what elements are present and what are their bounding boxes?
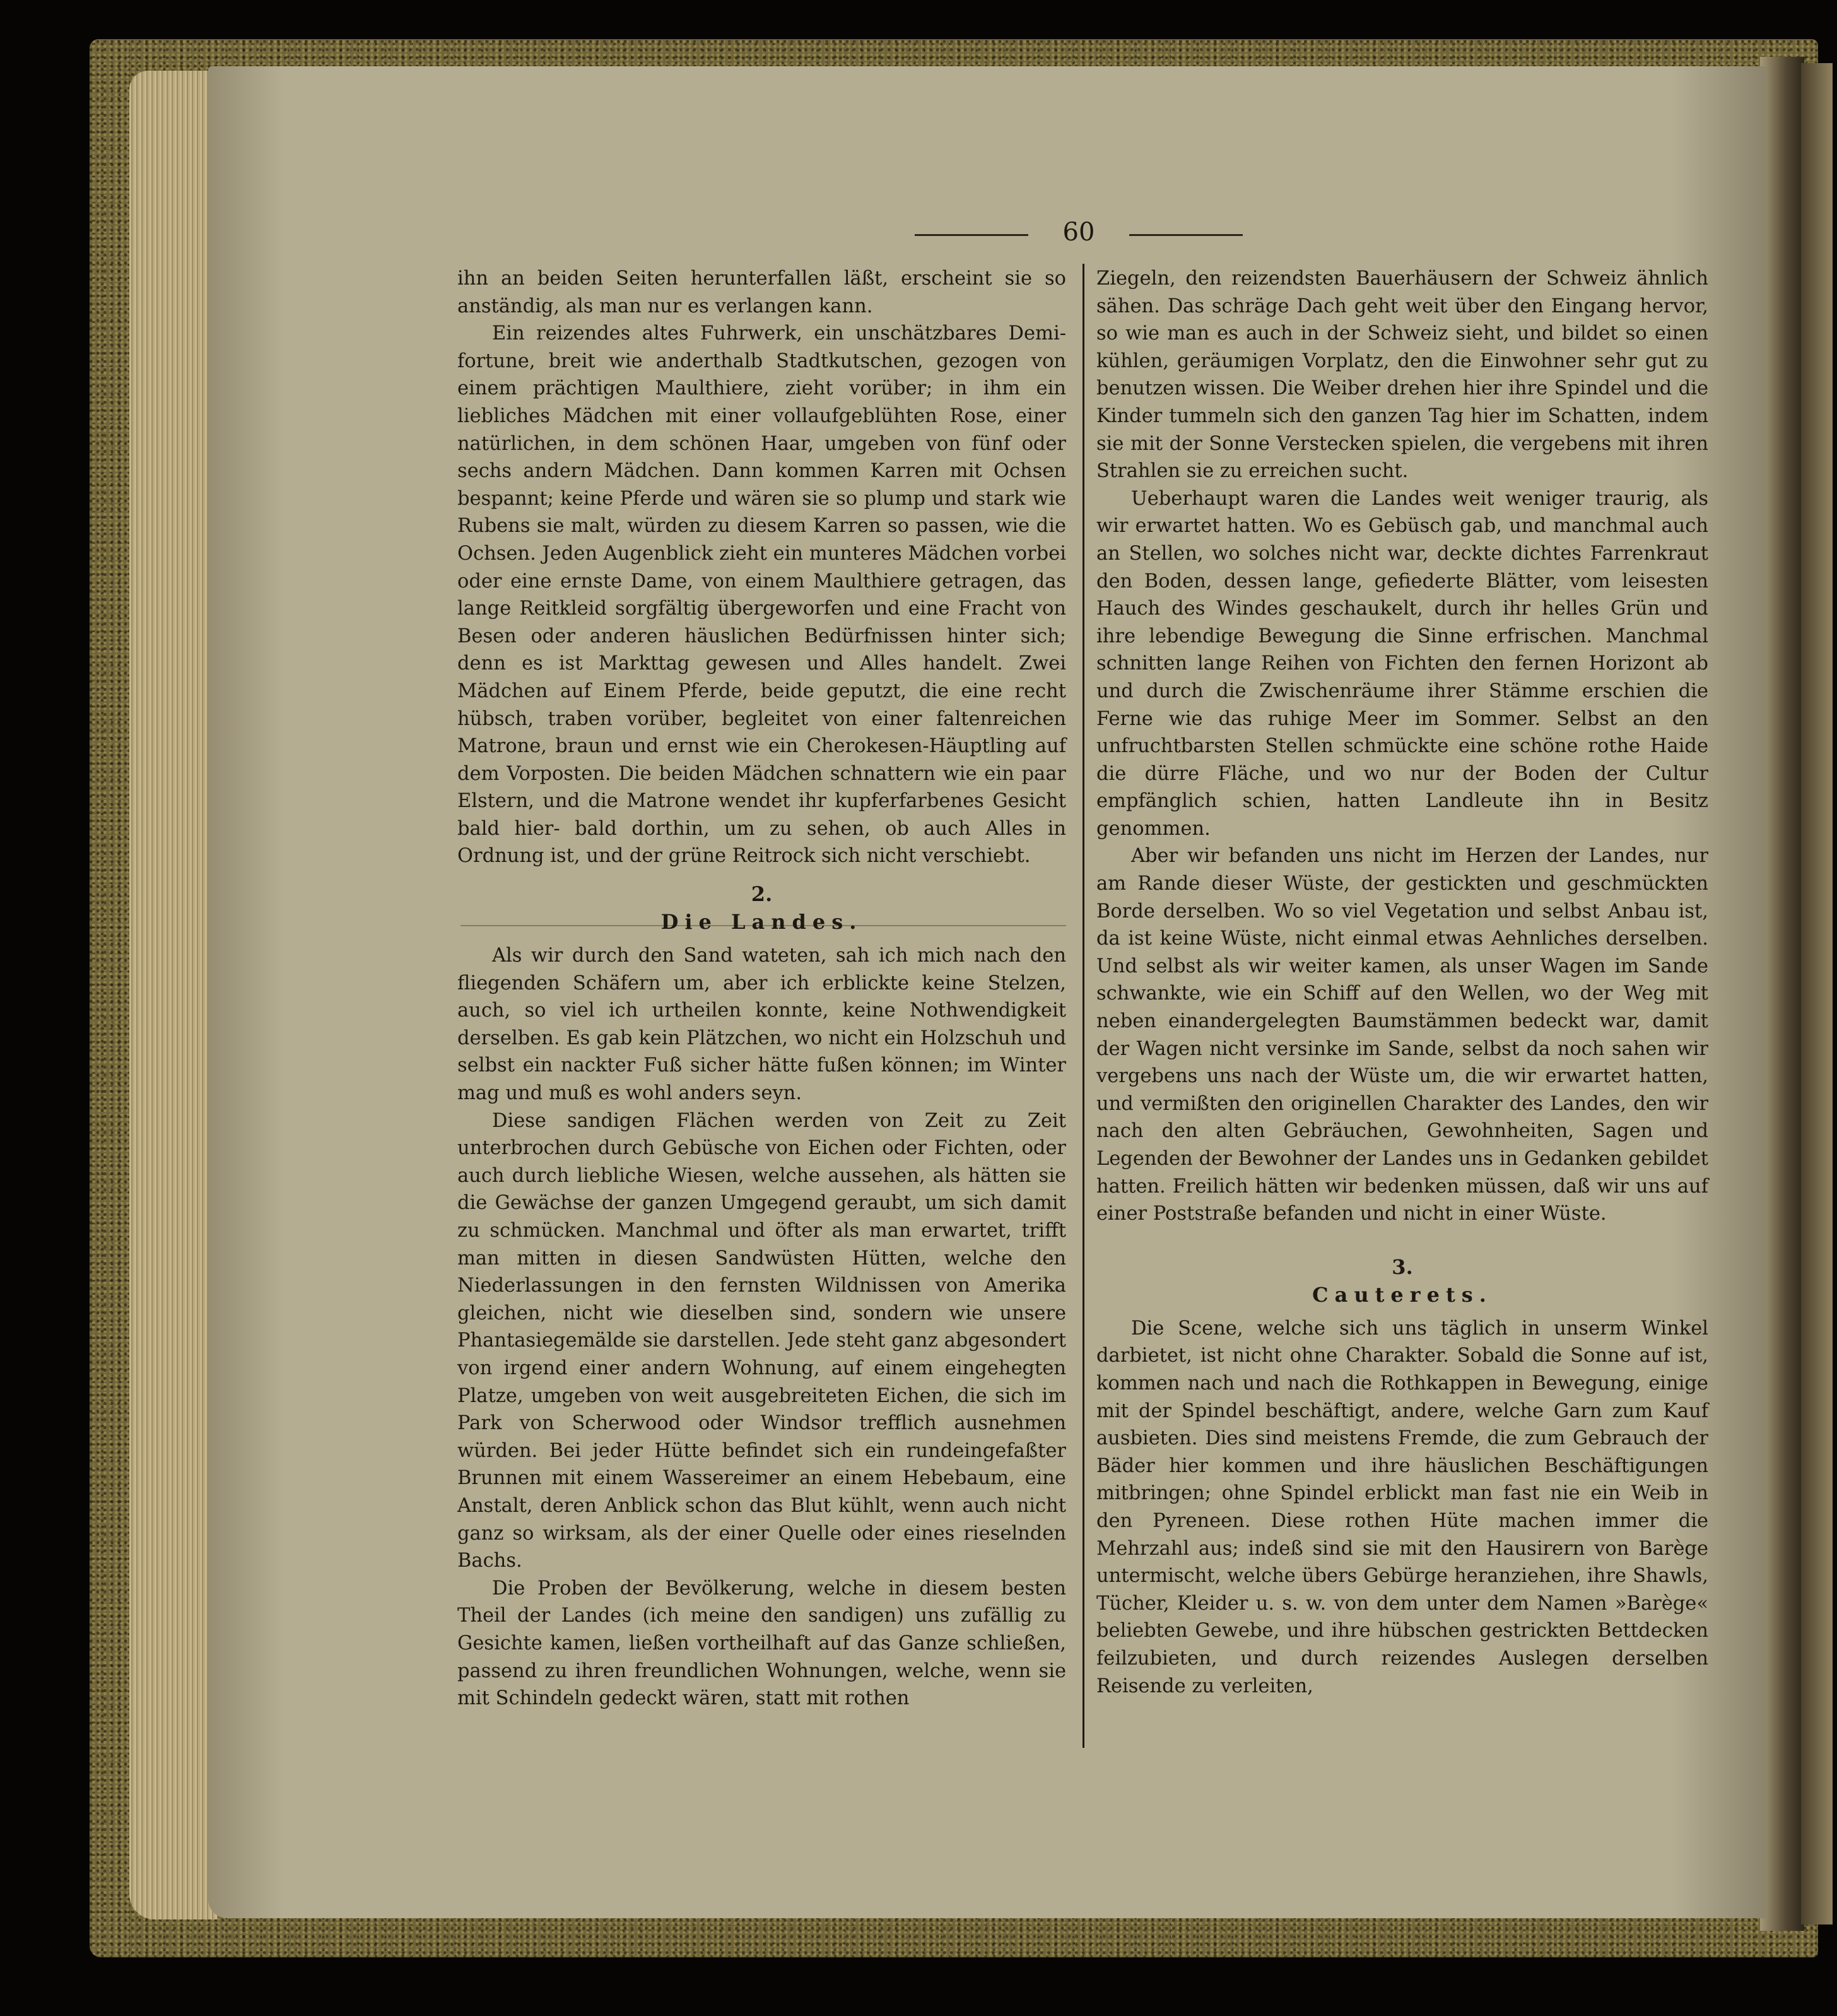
paragraph: Aber wir befanden uns nicht im Herzen der Landes, nur am Rande dieser Wüste, der gestickten und geschmückten Borde derselben. Wo so viel Vegetation und selbst Anbau ist, da ist keine Wüste, nicht einmal etwas Aehnliches derselben. Und selbst als wir weiter kamen, als unser Wagen im Sande schwankte, wie ein Schiff auf den Wellen, wo der Weg mit neben einandergelegten Baumstämmen bedeckt war, damit der Wagen nicht versinke im Sande, selbst da noch sahen wir vergebens uns nach der Wüste um, die wir erwartet hatten, und vermißten den originellen Charakter des Landes, den wir nach den alten Gebräuchen, Gewohnheiten, Sagen und Legenden der Bewohner der Landes uns in Gedanken gebildet hatten. Freilich hätten wir bedenken müssen, daß wir uns auf einer Poststraße befanden und nicht in einer Wüste. [1096, 845, 1708, 1225]
section-title: Die Landes. [660, 910, 863, 934]
header-rule-right [1129, 234, 1243, 236]
page-number: 60 [1062, 218, 1095, 247]
paragraph: Die Proben der Bevölkerung, welche in diesem besten Theil der Landes (ich meine den sandigen) uns zufällig zu Gesichte kamen, ließen vortheilhaft auf das Ganze schließen, passend zu ihren freundlichen Wohnungen, welche, wenn sie mit Schindeln gedeckt wären, statt mit rothen [457, 1577, 1066, 1710]
paragraph: Ueberhaupt waren die Landes weit weniger traurig, als wir erwartet hatten. Wo es Gebüsch gab, und manchmal auch an Stellen, wo solches nicht war, deckte dichtes Farrenkraut den Boden, dessen lange, gefiederte Blätter, vom leisesten Hauch des Windes geschaukelt, durch ihr helles Grün und ihre lebendige Bewegung die Sinne erfrischen. Manchmal schnitten lange Reihen von Fichten den fernen Horizont ab und durch die Zwischenräume ihrer Stämme erschien die Ferne wie das ruhige Meer im Sommer. Selbst an den unfruchtbarsten Stellen schmückte eine schöne rothe Haide die dürre Fläche, und wo nur der Boden der Cultur empfänglich schien, hatten Landleute ihn in Besitz genommen. [1096, 487, 1708, 840]
section-number: 2. [751, 882, 773, 907]
paragraph: Ein reizendes altes Fuhrwerk, ein unschätzbares Demi-fortune, breit wie anderthalb Stadtkutschen, gezogen von einem prächtigen Maulthiere, zieht vorüber; in ihm ein liebliches Mädchen mit einer vollaufgeblühten Rose, einer natürlichen, in dem schönen Haar, umgeben von fünf oder sechs andern Mädchen. Dann kommen Karren mit Ochsen bespannt; keine Pferde und wären sie so plump und stark wie Rubens sie malt, würden zu diesem Karren so passen, wie die Ochsen. Jeden Augenblick zieht ein munteres Mädchen vorbei oder eine ernste Dame, von einem Maulthiere getragen, das lange Reitkleid sorgfältig übergeworfen und eine Fracht von Besen oder anderen häuslichen Bedürfnissen hinter sich; denn es ist Markttag gewesen und Alles handelt. Zwei Mädchen auf Einem Pferde, beide geputzt, die eine recht hübsch, traben vorüber, begleitet von einer faltenreichen Matrone, braun und ernst wie ein Cherokesen-Häuptling auf dem Vorposten. Die beiden Mädchen schnattern wie ein paar Elstern, und die Matrone wendet ihr kupferfarbenes Gesicht bald hier- bald dorthin, um zu sehen, ob auch Alles in Ordnung ist, und der grüne Reitrock sich nicht verschiebt. [457, 322, 1066, 868]
section-number: 3. [1392, 1254, 1413, 1279]
paragraph: Als wir durch den Sand wateten, sah ich mich nach den fliegenden Schäfern um, aber ich erblickte keine Stelzen, auch, so viel ich urtheilen konnte, keine Nothwendigkeit derselben. Es gab kein Plätzchen, wo nicht ein Holzschuh und selbst ein nackter Fuß sicher hätte fußen können; im Winter mag und muß es wohl anders seyn. [457, 945, 1066, 1105]
page-edges [129, 71, 218, 1919]
paragraph: Die Scene, welche sich uns täglich in unserm Winkel darbietet, ist nicht ohne Charakter. Sobald die Sonne auf ist, kommen nach und nach die Rothkappen in Bewegung, einige mit der Spindel beschäftigt, andere, welche Garn zum Kauf ausbieten. Dies sind meistens Fremde, die zum Gebrauch der Bäder hier kommen und ihre häuslichen Beschäftigungen mitbringen; ohne Spindel erblickt man fast nie ein Weib in den Pyreneen. Diese rothen Hüte machen immer die Mehrzahl aus; indeß sind sie mit den Hausirern von Barège untermischt, welche übers Gebürge heranziehen, ihre Shawls, Tücher, Kleider u. s. w. von dem unter dem Namen »Barège« beliebten Gewebe, und ihre hübschen gestrickten Bettdecken feilzubieten, und durch reizendes Auslegen derselben Reisende zu verleiten, [1096, 1317, 1708, 1697]
book-gutter [1760, 57, 1804, 1931]
paragraph: Ziegeln, den reizendsten Bauerhäusern der Schweiz ähnlich sähen. Das schräge Dach geht weit über den Eingang hervor, so wie man es auch in der Schweiz sieht, und bildet so einen kühlen, geräumigen Vorplatz, den die Einwohner sehr gut zu benutzen wissen. Die Weiber drehen hier ihre Spindel und die Kinder tummeln sich den ganzen Tag hier im Schatten, indem sie mit der Sonne Verstecken spielen, die vergebens mit ihren Strahlen sie zu erreichen sucht. [1096, 268, 1708, 483]
paragraph: Diese sandigen Flächen werden von Zeit zu Zeit unterbrochen durch Gebüsche von Eichen oder Fichten, oder auch durch liebliche Wiesen, welche aussehen, als hätten sie die Gewächse der ganzen Umgegend geraubt, um sich damit zu schmücken. Manchmal und öfter als man erwartet, trifft man mitten in diesen Sandwüsten Hütten, welche den Niederlassungen in den fernsten Wildnissen von Amerika gleichen, nicht wie dieselben sind, sondern wie unsere Phantasiegemälde sie darstellen. Jede steht ganz abgesondert von irgend einer andern Wohnung, auf einem eingehegten Platze, umgeben von weit ausgebreiteten Eichen, die sich im Park von Scherwood oder Windsor trefflich ausnehmen würden. Bei jeder Hütte befindet sich ein rundeingefaßter Brunnen mit einem Wassereimer an einem Hebebaum, eine Anstalt, deren Anblick schon das Blut kühlt, wenn auch nicht ganz so wirksam, als der einer Quelle oder eines rieselnden Bachs. [457, 1109, 1066, 1572]
paragraph: ihn an beiden Seiten herunterfallen läßt, erscheint sie so anständig, als man nur es verlangen kann. [457, 268, 1066, 317]
page-header [915, 218, 1243, 249]
facing-page-edge [1801, 63, 1833, 1925]
column-divider [1083, 264, 1084, 1748]
left-column [457, 265, 1066, 1712]
header-rule-left [915, 234, 1028, 236]
section-title: Cauterets. [1312, 1282, 1493, 1307]
right-column [1096, 265, 1708, 1700]
